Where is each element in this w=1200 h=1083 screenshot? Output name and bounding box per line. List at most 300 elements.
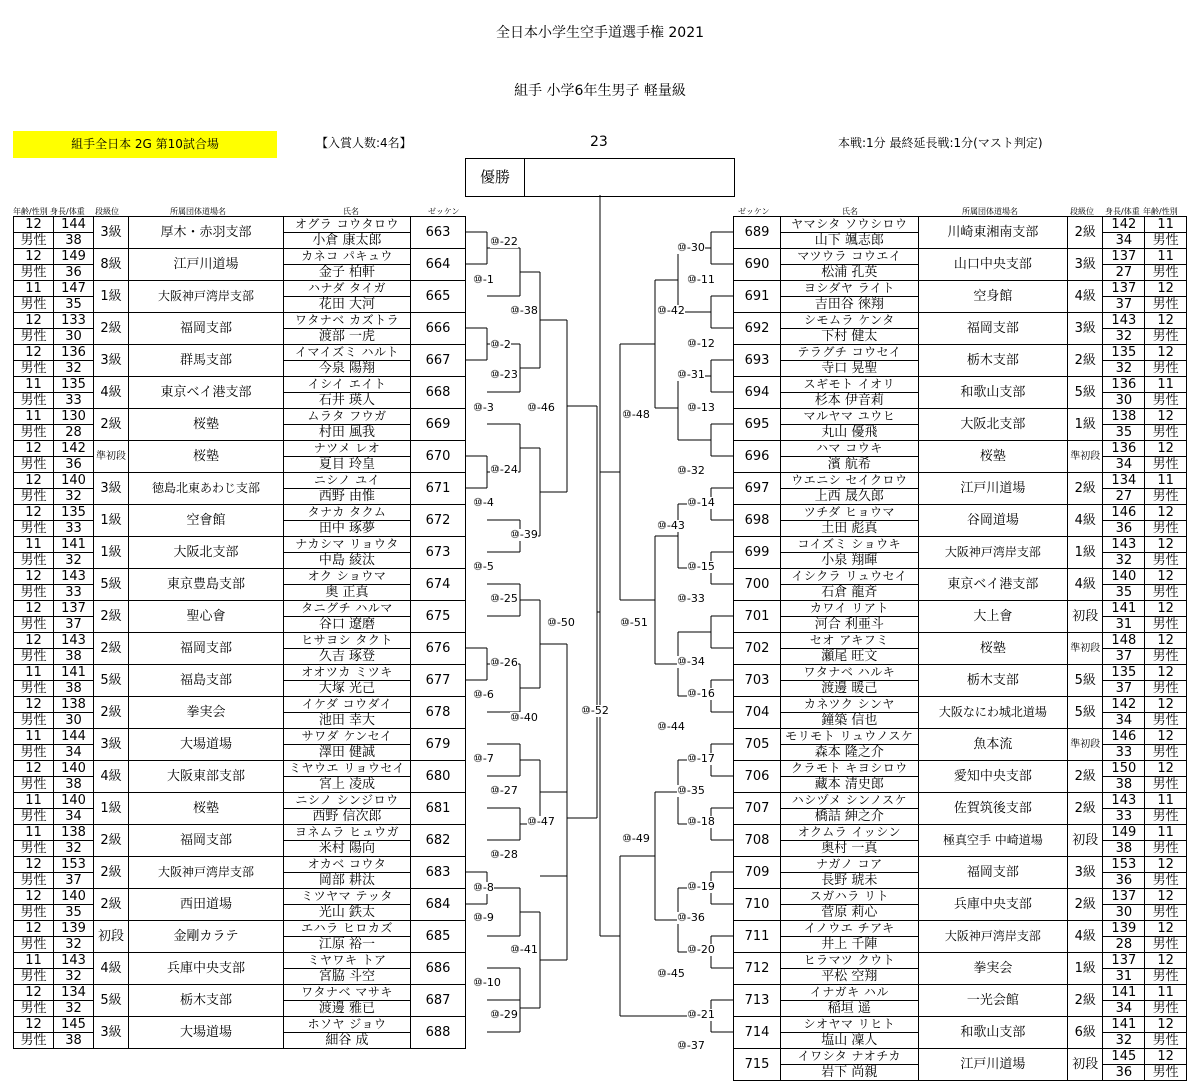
gender: 男性 [14,745,54,761]
age: 12 [14,473,54,489]
entry-number: 688 [411,1017,466,1049]
rank: 初段 [1067,1049,1102,1081]
name: 細谷 成 [284,1033,411,1049]
gender: 男性 [14,425,54,441]
height: 141 [1103,985,1145,1001]
weight: 37 [54,617,94,633]
dojo: 和歌山支部 [918,1017,1067,1049]
entry-number: 713 [734,985,781,1017]
rank: 1級 [94,281,129,313]
entry-number: 682 [411,825,466,857]
rank: 1級 [94,537,129,569]
name: 塩山 凜人 [780,1033,918,1049]
rank: 3級 [94,729,129,761]
entry-number: 681 [411,793,466,825]
name: 大塚 光己 [284,681,411,697]
bout-label: ⑩-17 [687,752,715,765]
name-kana: コイズミ ショウキ [780,537,918,553]
left-header-rank: 段級位 [95,207,119,216]
gender: 男性 [14,329,54,345]
name-kana: テラグチ コウセイ [780,345,918,361]
right-header-dojo: 所属団体道場名 [962,207,1018,216]
age: 11 [14,953,54,969]
dojo: 栃木支部 [129,985,284,1017]
entry-number: 690 [734,249,781,281]
age: 11 [1145,377,1187,393]
name: 河合 利亜斗 [780,617,918,633]
weight: 38 [54,233,94,249]
name: 菅原 莉心 [780,905,918,921]
gender: 男性 [14,457,54,473]
weight: 35 [1103,425,1145,441]
right-header-rank: 段級位 [1070,207,1094,216]
height: 143 [54,569,94,585]
entry-number: 693 [734,345,781,377]
age: 12 [14,985,54,1001]
gender: 男性 [1145,713,1187,729]
age: 12 [14,921,54,937]
age: 11 [14,377,54,393]
weight: 30 [54,713,94,729]
entry-number: 701 [734,601,781,633]
height: 136 [1103,441,1145,457]
bout-label: ⑩-2 [490,338,511,351]
name: 森本 隆之介 [780,745,918,761]
entry-number: 663 [411,217,466,249]
age: 12 [14,313,54,329]
name-kana: シモムラ ケンタ [780,313,918,329]
age: 12 [14,889,54,905]
height: 153 [1103,857,1145,873]
name: 平松 空翔 [780,969,918,985]
weight: 32 [54,841,94,857]
right-header-name: 氏名 [842,207,858,216]
gender: 男性 [14,873,54,889]
name: 稲垣 遥 [780,1001,918,1017]
name: 谷口 遼磨 [284,617,411,633]
rank: 4級 [1067,921,1102,953]
entry-number: 711 [734,921,781,953]
height: 137 [54,601,94,617]
height: 141 [54,665,94,681]
dojo: 福岡支部 [129,825,284,857]
gender: 男性 [14,713,54,729]
entry-number: 670 [411,441,466,473]
height: 143 [1103,313,1145,329]
name-kana: シオヤマ リヒト [780,1017,918,1033]
rank: 3級 [1067,857,1102,889]
age: 12 [1145,313,1187,329]
name: 池田 幸大 [284,713,411,729]
name: 金子 柏軒 [284,265,411,281]
name-kana: ナカシマ リョウタ [284,537,411,553]
bout-label: ⑩-33 [677,592,705,605]
bout-label: ⑩-42 [657,304,685,317]
division-subtitle: 組手 小学6年生男子 軽量級 [514,83,686,99]
height: 142 [1103,697,1145,713]
dojo: 徳島北東あわじ支部 [129,473,284,505]
name-kana: クラモト キヨシロウ [780,761,918,777]
rank: 4級 [94,377,129,409]
height: 136 [54,345,94,361]
bout-label: ⑩-4 [473,496,494,509]
weight: 34 [1103,233,1145,249]
bout-label: ⑩-13 [687,401,715,414]
name-kana: スガハラ リト [780,889,918,905]
dojo: 空身館 [918,281,1067,313]
dojo: 空會館 [129,505,284,537]
entry-number: 691 [734,281,781,313]
name-kana: タニグチ ハルマ [284,601,411,617]
rank: 2級 [94,601,129,633]
left-header-number: ゼッケン [428,207,460,216]
dojo: 大阪東部支部 [129,761,284,793]
bout-label: ⑩-24 [490,463,518,476]
height: 135 [1103,665,1145,681]
age: 12 [14,441,54,457]
height: 134 [1103,473,1145,489]
name: 濱 航希 [780,457,918,473]
name-kana: マツウラ コウエイ [780,249,918,265]
age: 12 [1145,761,1187,777]
height: 136 [1103,377,1145,393]
gender: 男性 [1145,969,1187,985]
bout-label: ⑩-39 [510,528,538,541]
height: 141 [54,537,94,553]
rank: 2級 [1067,761,1102,793]
height: 142 [1103,217,1145,233]
gender: 男性 [14,489,54,505]
name-kana: ハナダ タイガ [284,281,411,297]
gender: 男性 [1145,937,1187,953]
rank: 1級 [1067,409,1102,441]
gender: 男性 [14,265,54,281]
gender: 男性 [1145,585,1187,601]
weight: 33 [1103,745,1145,761]
height: 138 [54,697,94,713]
gender: 男性 [1145,841,1187,857]
gender: 男性 [14,649,54,665]
entry-number: 708 [734,825,781,857]
weight: 34 [54,809,94,825]
weight: 36 [54,457,94,473]
bout-label: ⑩-10 [473,976,501,989]
dojo: 桜塾 [129,441,284,473]
dojo: 東京ベイ港支部 [918,569,1067,601]
dojo: 大阪北支部 [918,409,1067,441]
height: 148 [1103,633,1145,649]
entry-number: 689 [734,217,781,249]
rank: 準初段 [94,441,129,473]
age: 11 [14,665,54,681]
entry-number: 671 [411,473,466,505]
gender: 男性 [1145,521,1187,537]
name-kana: イシクラ リュウセイ [780,569,918,585]
name-kana: ヒサヨシ タクト [284,633,411,649]
bout-label: ⑩-22 [490,235,518,248]
bout-label: ⑩-11 [687,273,715,286]
height: 147 [54,281,94,297]
age: 12 [1145,601,1187,617]
rank: 3級 [1067,249,1102,281]
name: 渡邊 雅已 [284,1001,411,1017]
name-kana: ミヤウエ リョウセイ [284,761,411,777]
gender: 男性 [1145,265,1187,281]
rank: 初段 [1067,601,1102,633]
dojo: 一光会館 [918,985,1067,1017]
weight: 37 [1103,649,1145,665]
rank: 準初段 [1067,441,1102,473]
weight: 35 [1103,585,1145,601]
name: 渡部 一虎 [284,329,411,345]
name-kana: カネコ パキュウ [284,249,411,265]
entry-number: 698 [734,505,781,537]
weight: 35 [54,905,94,921]
dojo: 愛知中央支部 [918,761,1067,793]
name: 瀬尾 旺文 [780,649,918,665]
name-kana: モリモト リュウノスケ [780,729,918,745]
height: 143 [1103,537,1145,553]
weight: 36 [54,265,94,281]
rank: 1級 [94,505,129,537]
dojo: 栃木支部 [918,665,1067,697]
entry-number: 696 [734,441,781,473]
name-kana: マルヤマ ユウヒ [780,409,918,425]
weight: 36 [1103,521,1145,537]
name: 吉田谷 徠翔 [780,297,918,313]
bout-label: ⑩-8 [473,881,494,894]
entry-number: 710 [734,889,781,921]
rank: 1級 [1067,537,1102,569]
age: 12 [14,857,54,873]
weight: 27 [1103,265,1145,281]
dojo: 福岡支部 [129,313,284,345]
gender: 男性 [1145,617,1187,633]
rank: 2級 [94,313,129,345]
page-title: 全日本小学生空手道選手権 2021 [495,25,705,41]
name: 小倉 康太郎 [284,233,411,249]
rank: 2級 [1067,985,1102,1017]
rank: 2級 [1067,793,1102,825]
name: 夏目 玲皇 [284,457,411,473]
dojo: 極真空手 中崎道場 [918,825,1067,857]
bout-label: ⑩-49 [622,832,650,845]
name-kana: ウエニシ セイクロウ [780,473,918,489]
rank: 4級 [94,761,129,793]
entry-number: 714 [734,1017,781,1049]
gender: 男性 [14,681,54,697]
gender: 男性 [14,937,54,953]
gender: 男性 [1145,1065,1187,1081]
entry-number: 668 [411,377,466,409]
weight: 32 [1103,329,1145,345]
bout-label: ⑩-23 [490,368,518,381]
age: 11 [14,409,54,425]
rank: 2級 [1067,473,1102,505]
name: 橋詰 紳之介 [780,809,918,825]
entry-number: 709 [734,857,781,889]
age: 12 [1145,633,1187,649]
weight: 33 [54,585,94,601]
bout-label: ⑩-16 [687,687,715,700]
entry-number: 684 [411,889,466,921]
name: 渡邊 暖己 [780,681,918,697]
rank: 3級 [94,1017,129,1049]
bout-label: ⑩-31 [677,368,705,381]
height: 142 [54,441,94,457]
name: 寺口 晃聖 [780,361,918,377]
height: 145 [1103,1049,1145,1065]
rank: 3級 [94,345,129,377]
age: 12 [1145,409,1187,425]
dojo: 魚本流 [918,729,1067,761]
gender: 男性 [1145,681,1187,697]
entry-number: 707 [734,793,781,825]
age: 12 [14,569,54,585]
gender: 男性 [1145,457,1187,473]
gender: 男性 [14,1001,54,1017]
gender: 男性 [1145,393,1187,409]
name-kana: オカベ コウタ [284,857,411,873]
dojo: 栃木支部 [918,345,1067,377]
weight: 32 [54,489,94,505]
bout-label: ⑩-45 [657,967,685,980]
dojo: 大阪北支部 [129,537,284,569]
name-kana: ハシヅメ シンノスケ [780,793,918,809]
age: 12 [14,601,54,617]
gender: 男性 [1145,745,1187,761]
weight: 32 [54,1001,94,1017]
name-kana: タナカ タクム [284,505,411,521]
name: 藏本 清史郎 [780,777,918,793]
weight: 38 [54,1033,94,1049]
age: 11 [1145,217,1187,233]
gender: 男性 [1145,425,1187,441]
entry-number: 673 [411,537,466,569]
age: 12 [14,505,54,521]
rank: 5級 [1067,697,1102,729]
entry-number: 694 [734,377,781,409]
name: 宮脇 斗空 [284,969,411,985]
gender: 男性 [1145,809,1187,825]
name: 田中 琢夢 [284,521,411,537]
height: 145 [54,1017,94,1033]
weight: 34 [1103,457,1145,473]
entry-number: 697 [734,473,781,505]
name-kana: サワダ ケンセイ [284,729,411,745]
dojo: 金剛カラテ [129,921,284,953]
entry-number: 712 [734,953,781,985]
rank: 3級 [94,217,129,249]
weight: 32 [1103,1033,1145,1049]
weight: 31 [1103,617,1145,633]
name-kana: セオ アキフミ [780,633,918,649]
dojo: 和歌山支部 [918,377,1067,409]
height: 137 [1103,249,1145,265]
name: 今泉 陽翔 [284,361,411,377]
weight: 32 [1103,361,1145,377]
height: 141 [1103,601,1145,617]
age: 12 [1145,665,1187,681]
rank: 5級 [1067,665,1102,697]
bout-label: ⑩-40 [510,711,538,724]
rank: 3級 [94,473,129,505]
age: 12 [14,345,54,361]
name-kana: カネツク シンヤ [780,697,918,713]
name-kana: イナガキ ハル [780,985,918,1001]
entry-number: 672 [411,505,466,537]
bout-label: ⑩-46 [527,401,555,414]
bout-label: ⑩-35 [677,784,705,797]
entry-number: 703 [734,665,781,697]
winner-label: 優勝 [466,159,525,196]
name: 丸山 優飛 [780,425,918,441]
height: 153 [54,857,94,873]
dojo: 大阪神戸湾岸支部 [129,281,284,313]
gender: 男性 [14,361,54,377]
weight: 34 [1103,713,1145,729]
entry-number: 705 [734,729,781,761]
rank: 4級 [94,953,129,985]
rank: 2級 [94,889,129,921]
rank: 3級 [1067,313,1102,345]
weight: 30 [54,329,94,345]
name: 光山 鉄太 [284,905,411,921]
bout-label: ⑩-15 [687,560,715,573]
age: 12 [1145,889,1187,905]
gender: 男性 [14,585,54,601]
entry-number: 692 [734,313,781,345]
bout-label: ⑩-18 [687,815,715,828]
height: 143 [54,633,94,649]
name: 井上 千陣 [780,937,918,953]
entry-number: 706 [734,761,781,793]
age: 12 [1145,345,1187,361]
name-kana: オクムラ イッシン [780,825,918,841]
height: 150 [1103,761,1145,777]
height: 143 [54,953,94,969]
height: 137 [1103,889,1145,905]
entry-number: 704 [734,697,781,729]
gender: 男性 [14,521,54,537]
name: 澤田 健誠 [284,745,411,761]
dojo: 大阪神戸湾岸支部 [918,921,1067,953]
bout-label: ⑩-30 [677,241,705,254]
name: 久吉 琢登 [284,649,411,665]
dojo: 佐賀筑後支部 [918,793,1067,825]
bout-label: ⑩-26 [490,656,518,669]
dojo: 東京豊島支部 [129,569,284,601]
height: 130 [54,409,94,425]
weight: 37 [1103,681,1145,697]
name: 奥村 一真 [780,841,918,857]
dojo: 群馬支部 [129,345,284,377]
entry-number: 687 [411,985,466,1017]
weight: 38 [54,681,94,697]
rank: 4級 [1067,569,1102,601]
weight: 36 [1103,1065,1145,1081]
name-kana: オグラ コウタロウ [284,217,411,233]
rank: 5級 [94,985,129,1017]
weight: 34 [1103,1001,1145,1017]
rank: 準初段 [1067,633,1102,665]
weight: 32 [54,937,94,953]
name-kana: ニシノ ユイ [284,473,411,489]
name-kana: ニシノ シンジロウ [284,793,411,809]
entry-number: 677 [411,665,466,697]
weight: 38 [54,649,94,665]
dojo: 拳実会 [129,697,284,729]
